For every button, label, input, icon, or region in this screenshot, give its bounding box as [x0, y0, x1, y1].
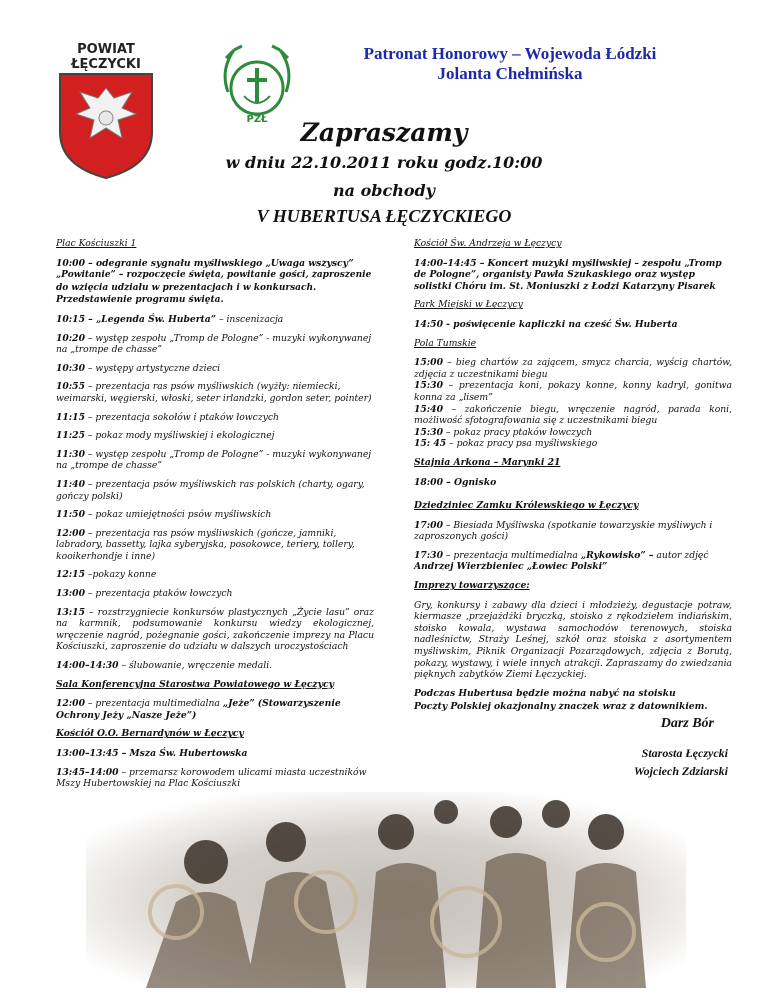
- place-heading: Stajnia Arkona – Marynki 21: [414, 456, 561, 468]
- program-item: 18:00 – Ognisko: [414, 476, 497, 488]
- program-item: 14:00–14:45 – Koncert muzyki myśliwskiej – zespołu „Tromp de Pologne”, organisty Pawła Szukaskiego oraz występ solistki Chóru im. St. Moniuszki z Łodzi Katarzyny Pisarek: [414, 257, 722, 292]
- greeting: Darz Bór: [660, 716, 714, 731]
- program-item: 17:00 – Biesiada Myśliwska (spotkanie towarzyskie myśliwych i zaproszonych gości): [414, 519, 713, 543]
- program-item: 13:00–13:45 – Msza Św. Hubertowska: [56, 748, 248, 759]
- place-heading: Plac Kościuszki 1: [56, 238, 137, 249]
- program-item: 12:00 – prezentacja ras psów myśliwskich (gończe, jamniki, labradory, bassetty, lajka syberyjska, posokowce, teriery, tollery, kooikerhondje i inne): [56, 527, 355, 562]
- crest-text-line2: ŁĘCZYCKI: [71, 57, 141, 72]
- event-line: na obchody: [333, 181, 435, 200]
- place-heading: Dziedziniec Zamku Królewskiego w Łęczycy: [414, 500, 639, 512]
- program-item: 14:00–14:30 – ślubowanie, wręczenie medali.: [56, 660, 273, 672]
- program-right-column: [414, 238, 732, 780]
- program-item: 10:30 – występy artystyczne dzieci: [56, 362, 221, 374]
- pzl-text: PZŁ: [246, 114, 268, 125]
- invite-heading: Zapraszamy: [300, 118, 468, 147]
- side-events-text: Gry, konkursy i zabawy dla dzieci i młodzieży, degustacje potraw, kiermasze ,przejażdżki bryczką, stoisko z rękodziełem indiańskim, stoisko kowala, wystawa samochodów terenowych, stoiska nadleśnictw, Straży Leśnej, szkół oraz stoiska z asortymentem myśliwskim, Piknik Organizacji Pozarządowych, zdjęcia z Borutą, pokazy, wystawy, i wiele innych atrakcji. Zapraszamy do zwiedzania pięknych zabytków Ziemi Łęczyckiej.: [414, 599, 732, 681]
- place-heading: Kościół Św. Andrzeja w Łęczycy: [414, 238, 562, 249]
- date-line: w dniu 22.10.2011 roku godz.10:00: [225, 153, 543, 172]
- program-item: 12:15 –pokazy konne: [56, 569, 157, 581]
- program-item: 10:20 – występ zespołu „Tromp de Pologne” - muzyki wykonywanej na „trompe de chasse”: [56, 332, 372, 356]
- program-item: 14:50 - poświęcenie kapliczki na cześć Św. Huberta: [414, 318, 678, 330]
- program-left-column: [56, 238, 374, 797]
- program-item: 10:15 – „Legenda Św. Huberta” – inscenizacja: [56, 313, 284, 325]
- program-item: 11:25 – pokaz mody myśliwskiej i ekologicznej: [56, 430, 275, 442]
- place-heading: Sala Konferencyjna Starostwa Powiatowego w Łęczycy: [56, 678, 334, 690]
- place-heading: Imprezy towarzyszące:: [414, 580, 530, 592]
- patronat-line1: Patronat Honorowy – Wojewoda Łódzki: [363, 44, 657, 63]
- place-heading: Park Miejski w Łęczycy: [414, 299, 523, 311]
- program-item: 17:30 – prezentacja multimedialna „Rykowisko” – autor zdjęć Andrzej Wierzbieniec „Łowiec Polski”: [414, 549, 709, 573]
- place-heading: Pola Tumskie: [414, 337, 477, 349]
- patronat-block: [300, 44, 720, 84]
- hunters-horns-photo: [86, 792, 686, 988]
- program-item: 13:15 – rozstrzygniecie konkursów plastycznych „Życie lasu” oraz na karmnik, podsumowanie konkursu wiedzy ekologicznej, wręczenie nagród, pożegnanie gości, zakończenie imprezy na Placu Kościuszki, zaproszenie do udziału w dalszych uroczystościach: [56, 606, 374, 653]
- signature-title: Starosta Łęczycki: [641, 745, 728, 760]
- signature-name: Wojciech Zdziarski: [633, 763, 728, 778]
- crest-text-line1: POWIAT: [77, 42, 135, 57]
- program-item: 13:00 – prezentacja ptaków łowczych: [56, 588, 233, 600]
- pzl-emblem-logo: [214, 40, 300, 126]
- program-item: 13:45–14:00 – przemarsz korowodem ulicami miasta uczestników Mszy Hubertowskiej na Plac Kościuszki: [56, 766, 367, 790]
- program-item: 11:30 – występ zespołu „Tromp de Pologne” - muzyki wykonywanej na „trompe de chasse”: [56, 448, 372, 472]
- program-item: 10:00 – odegranie sygnału myśliwskiego „Uwaga wszyscy” „Powitanie” – rozpoczęcie święta, powitanie gości, zaproszenie do wzięcia udziału w prezentacjach i w konkursach. Przedstawienie programu święta.: [56, 257, 372, 306]
- stamp-note: Podczas Hubertusa będzie można nabyć na stoisku: [414, 687, 676, 699]
- stamp-note: Poczty Polskiej okazjonalny znaczek wraz z datownikiem.: [414, 701, 708, 713]
- event-title: V HUBERTUSA ŁĘCZYCKIEGO: [256, 206, 512, 226]
- program-item: 11:15 – prezentacja sokołów i ptaków łowczych: [56, 411, 279, 423]
- patronat-line2: Jolanta Chełmińska: [437, 64, 583, 83]
- program-item-group: 15:00 – bieg chartów za zającem, smycz charcia, wyścig chartów, zdjęcia z uczestnikami biegu 15:30 – prezentacja koni, pokazy konne, konny kadryl, gonitwa konna za „lisem” 15:40 – zakończenie biegu, wręczenie nagród, parada koni, możliwość sfotografowania się z uczestnikami biegu 15:30 – pokaz pracy ptaków łowczych 15: 45 – pokaz pracy psa myśliwskiego: [414, 357, 732, 450]
- signature-block: [414, 744, 728, 780]
- program-item: 12:00 – prezentacja multimedialna „Jeże” (Stowarzyszenie Ochrony Jeży „Nasze Jeże”): [56, 698, 341, 721]
- program-item: 11:50 – pokaz umiejętności psów myśliwskich: [56, 509, 272, 521]
- place-heading: Kościół O.O. Bernardynów w Łęczycy: [56, 728, 244, 740]
- program-item: 11:40 – prezentacja psów myśliwskich ras polskich (charty, ogary, gończy polski): [56, 478, 365, 502]
- program-item: 10:55 – prezentacja ras psów myśliwskich (wyżły: niemiecki, weimarski, węgierski, włoski, seter irlandzki, gordon seter, pointer): [56, 381, 372, 404]
